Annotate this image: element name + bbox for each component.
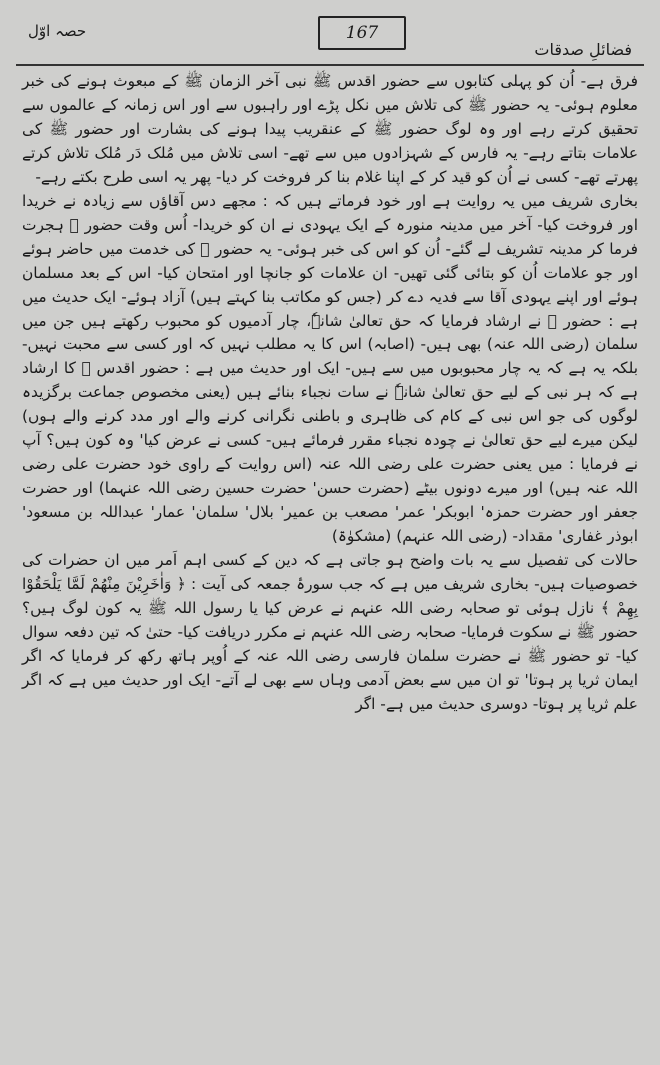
part-label: حصہ اوّل — [28, 22, 87, 40]
page-body — [16, 66, 644, 717]
book-title: فضائلِ صدقات — [534, 40, 632, 59]
paragraph-1: فرق ہے- اُن کو پہلی کتابوں سے حضور اقدس ﷺ نبی آخر الزمان ﷺ کے مبعوث ہونے کی خبر معلوم ہوئی- یہ حضور ﷺ کی تلاش میں نکل پڑے اور راہبوں سے اور اس زمانہ کے عالموں سے تحقیق کرتے رہے اور وہ لوگ حضور ﷺ کے عنقریب پیدا ہونے کی بشارت اور حضور ﷺ کی علامات بتاتے رہے- یہ فارس کے شہزادوں میں سے تھے- اسی تلاش میں مُلک دَر مُلک تلاش کرتے پھرتے تھے- کسی نے اُن کو قید کر کے اپنا غلام بنا کر فروخت کر دیا- پھر یہ اسی طرح بکتے رہے- — [22, 72, 638, 186]
page-number: 167 — [318, 16, 406, 50]
paragraph-3: حالات کی تفصیل سے یہ بات واضح ہو جاتی ہے کہ دین کے کسی اہم اَمر میں ان حضرات کی خصوصیات ہیں- بخاری شریف میں ہے کہ جب سورۂ جمعہ کی آیت : ﴿ وَاٰخَرِيْنَ مِنْهُمْ لَمَّا يَلْحَقُوْا بِهِمْ ﴾ نازل ہوئی تو صحابہ رضی اللہ عنہم نے عرض کیا یا رسول اللہ ﷺ یہ کون لوگ ہیں؟ حضور ﷺ نے سکوت فرمایا- صحابہ رضی اللہ عنہم نے مکرر دریافت کیا- حتیٰ کہ تین دفعہ سوال کیا- تو حضور ﷺ نے حضرت سلمان فارسی رضی اللہ عنہ کے اُوپر ہاتھ رکھ کر فرمایا کہ اگر ایمان ثریا پر ہوتا' تو ان میں سے بعض آدمی وہاں سے بھی لے آتے- ایک اور حدیث میں ہے کہ اگر علم ثریا پر ہوتا- دوسری حدیث میں ہے- اگر — [22, 551, 638, 713]
header-rule — [16, 64, 644, 66]
paragraph-2: بخاری شریف میں یہ روایت ہے اور خود فرماتے ہیں کہ : مجھے دس آقاؤں سے زیادہ نے خریدا اور فروخت کیا- آخر میں مدینہ منورہ کے ایک یہودی نے ان کو خریدا- اُس وقت حضور ﷺ ہجرت فرما کر مدینہ تشریف لے گئے- اُن کو اس کی خبر ہوئی- یہ حضور ﷺ کی خدمت میں حاضر ہوئے اور جو علامات اُن کو بتائی گئی تھیں- ان علامات کو جانچا اور امتحان کیا- اس کے بعد مسلمان ہوئے اور اپنے یہودی آقا سے فدیہ دے کر (جس کو مکاتب بنا کہتے ہیں) آزاد ہوئے- ایک حدیث میں ہے : حضور ﷺ نے ارشاد فرمایا کہ حق تعالیٰ شانہٗ، چار آدمیوں کو محبوب رکھتے ہیں جن میں سلمان (رضی اللہ عنہ) بھی ہیں- (اصابہ) اس کا یہ مطلب نہیں کہ اور کسی سے محبت نہیں- بلکہ یہ ہے کہ یہ چار محبوبوں میں سے ہیں- ایک اور حدیث میں ہے : حضور اقدس ﷺ کا ارشاد ہے کہ ہر نبی کے لیے حق تعالیٰ شانہٗ نے سات نجباء بنائے ہیں (یعنی مخصوص جماعت برگزیدہ لوگوں کی جو اس نبی کے کام کی ظاہری و باطنی نگرانی کرنے والے اور مدد کرنے والے ہوں) لیکن میرے لیے حق تعالیٰ نے چودہ نجباء مقرر فرمائے ہیں- کسی نے عرض کیا' وہ کون ہیں؟ آپ نے فرمایا : میں یعنی حضرت علی رضی اللہ عنہ (اس روایت کے راوی خود حضرت علی رضی اللہ عنہ ہیں) اور میرے دونوں بیٹے (حضرت حسن' حضرت حسین رضی اللہ عنہما) اور حضرت جعفر اور حضرت حمزہ' ابوبکر' عمر' مصعب بن عمیر' بلال' سلمان' عمار' عبداللہ بن مسعود' ابوذر غفاری' مقداد- (رضی اللہ عنہم) (مشکوٰۃ) — [22, 191, 638, 546]
page-header — [16, 10, 644, 66]
